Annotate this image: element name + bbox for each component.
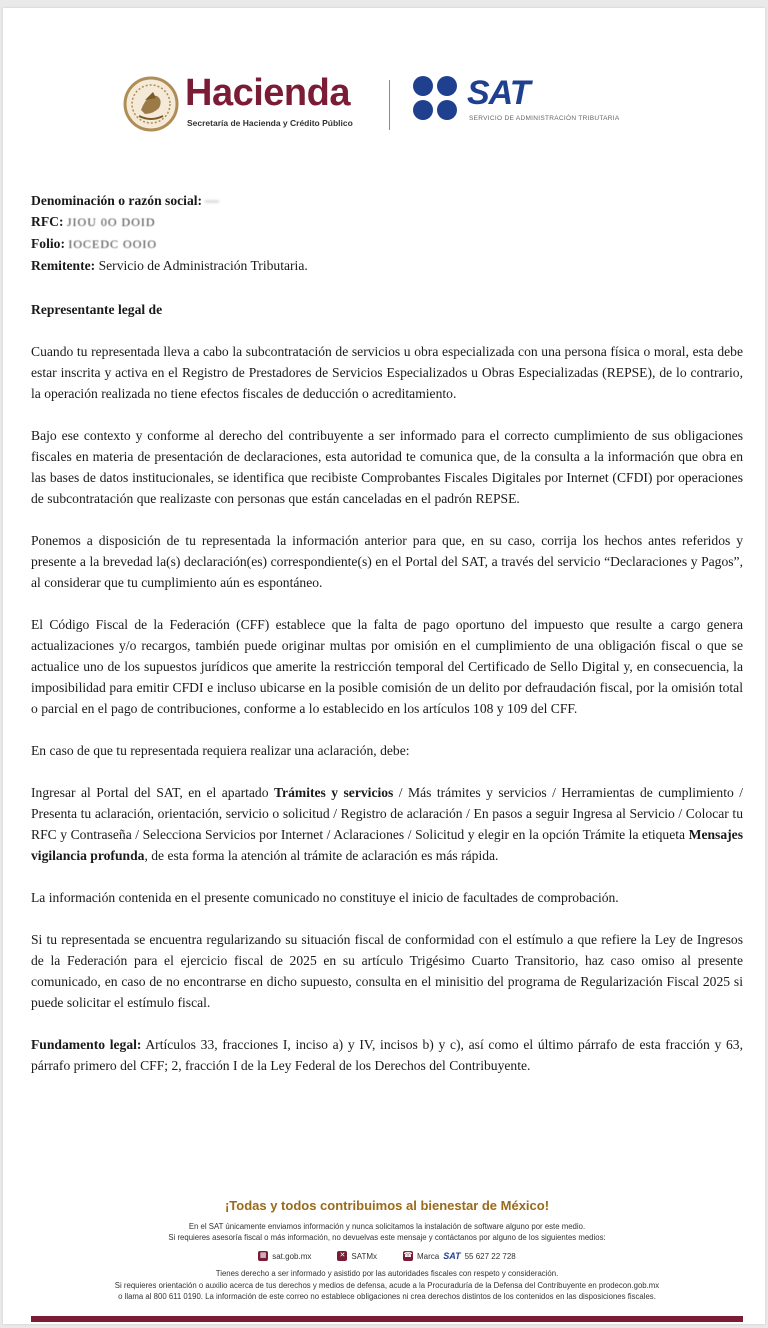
- fundamento-label: Fundamento legal:: [31, 1037, 142, 1052]
- letter-body: [31, 190, 743, 1076]
- paragraph-no-facultades: La información contenida en el presente comunicado no constituye el inicio de facultades de comprobación.: [31, 890, 619, 905]
- paragraph-context: Bajo ese contexto y conforme al derecho del contribuyente a ser informado para el correcto cumplimiento de sus obligaciones fiscales en materia de presentación de declaraciones, esta autoridad te comunica que, de la consulta a la información que obra en las bases de datos institucionales, se identifica que recibiste Comprobantes Fiscales Digitales por Internet (CFDI) por operaciones de subcontratación que realizaste con personas que están canceladas en el padrón REPSE.: [31, 428, 743, 506]
- remitente-value: Servicio de Administración Tributaria.: [98, 258, 308, 273]
- footer-color-bar: [31, 1316, 743, 1322]
- footer-legal-1: Tienes derecho a ser informado y asistido por las autoridades fiscales con respeto y consideración.: [215, 1269, 559, 1278]
- mensajes-vigilancia-emphasis: Mensajes vigilancia profunda: [31, 827, 743, 863]
- section-title: Representante legal de: [31, 302, 163, 317]
- paragraph-repse: Cuando tu representada lleva a cabo la subcontratación de servicios u obra especializada con una persona física o moral, esta debe estar inscrita y activa en el Registro de Prestadores de Servicios Especializados u Obras Especializadas (REPSE), de lo contrario, la operación realizada no tiene efectos fiscales de deducción o acreditamiento.: [31, 344, 743, 401]
- folio-value: IOCEDC OOIO: [68, 237, 158, 251]
- contact-phone-prefix: Marca: [417, 1251, 440, 1261]
- paragraph-aclaracion-intro: En caso de que tu representada requiera realizar una aclaración, debe:: [31, 743, 410, 758]
- steps-text-1: Ingresar al Portal del SAT, en el apartado: [31, 785, 274, 800]
- contact-phone-number: 55 627 22 728: [464, 1251, 516, 1261]
- letter-page: [3, 8, 765, 1324]
- sat-title: SAT: [467, 74, 530, 112]
- phone-icon: ☎: [403, 1252, 413, 1259]
- x-icon: ✕: [337, 1251, 347, 1261]
- paragraph-fundamento: [31, 1034, 743, 1076]
- steps-text-2: / Más trámites y servicios / Herramientas de cumplimiento / Presenta tu aclaración, orientación, servicio o solicitud / Registro de aclaración / En pasos a seguir Ingresa al Servicio / Colocar tu RFC y Contraseña / Selecciona Servicios por Internet / Aclaraciones / Solicitud y elegir en la opción Trámite la etiqueta: [31, 785, 743, 842]
- rfc-line: [31, 211, 743, 233]
- hacienda-subtitle: Secretaría de Hacienda y Crédito Público: [187, 118, 353, 128]
- header-divider: [389, 80, 390, 130]
- denominacion-line: [31, 190, 743, 211]
- rfc-label: RFC:: [31, 214, 64, 229]
- footer-legal-2: Si requieres orientación o auxilio acerca de tus derechos y medios de defensa, acude a la Procuraduría de la Defensa del Contribuyente en prodecon.gob.mx: [114, 1280, 660, 1290]
- paragraph-disposicion: Ponemos a disposición de tu representada la información anterior para que, en su caso, corrija los hechos antes referidos y presente a la brevedad la(s) declaración(es) correspondiente(s) en el Portal del SAT, a través del servicio “Declaraciones y Pagos”, al considerar que tu cumplimiento aún es espontáneo.: [31, 533, 743, 590]
- remitente-label: Remitente:: [31, 258, 96, 273]
- contact-x[interactable]: [337, 1251, 377, 1261]
- folio-label: Folio:: [31, 236, 65, 251]
- tramites-servicios-emphasis: Trámites y servicios: [273, 785, 394, 800]
- paragraph-aclaracion-steps: [31, 782, 743, 866]
- contact-phone-brand: SAT: [443, 1251, 461, 1261]
- paragraph-regularizacion: Si tu representada se encuentra regularizando su situación fiscal de conformidad con el estímulo a que refiere la Ley de Ingresos de la Federación para el ejercicio fiscal de 2025 en su artículo Trigésimo Cuarto Transitorio, haz caso omiso al presente comunicado, en caso de no encontrarse en dicho supuesto, consulta en el minisitio del programa de Regularización Fiscal 2025 si puede solicitar el estímulo fiscal.: [31, 932, 743, 1010]
- letter-footer: [31, 1186, 743, 1322]
- folio-line: [31, 233, 743, 255]
- paragraph-cff: El Código Fiscal de la Federación (CFF) establece que la falta de pago oportuno del impuesto que resulte a cargo genera actualizaciones y/o recargos, también puede originar multas por omisión en el cumplimiento de una obligación fiscal o que se actualice uno de los supuestos jurídicos que amerite la restricción temporal del Certificado de Sello Digital y, en consecuencia, la imposibilidad para emitir CFDI e incluso ubicarse en la posible comisión de un delito por defraudación fiscal, por la omisión total o parcial en el pago de contribuciones, conforme a lo establecido en los artículos 108 y 109 del CFF.: [31, 617, 743, 716]
- remitente-line: [31, 255, 743, 276]
- contact-web[interactable]: [258, 1251, 311, 1261]
- footer-note-1: En el SAT únicamente enviamos información y nunca solicitamos la instalación de software alguno por este medio.: [188, 1222, 586, 1231]
- letterhead: [123, 70, 683, 140]
- contact-web-label: sat.gob.mx: [272, 1251, 312, 1261]
- globe-icon: ▦: [259, 1252, 267, 1259]
- contact-phone[interactable]: [403, 1251, 516, 1261]
- redacted-name: [205, 200, 219, 203]
- footer-slogan: ¡Todas y todos contribuimos al bienestar de México!: [224, 1198, 550, 1213]
- sat-dots-logo: [411, 74, 461, 124]
- mexico-seal-logo: [123, 76, 179, 132]
- footer-contacts: [31, 1251, 743, 1261]
- footer-note-2: Si requieres asesoría fiscal o más información, no devuelvas este mensaje y contáctanos por alguno de los siguientes medios:: [168, 1233, 606, 1242]
- fundamento-text: Artículos 33, fracciones I, inciso a) y IV, incisos b) y c), así como el último párrafo de esta fracción y 63, párrafo primero del CFF; 2, fracción I de la Ley Federal de los Derechos del Contribuyente.: [31, 1037, 743, 1073]
- contact-x-label: SATMx: [351, 1251, 378, 1261]
- denominacion-label: Denominación o razón social:: [31, 193, 203, 208]
- hacienda-title: Hacienda: [185, 72, 350, 114]
- footer-legal-3: o llama al 800 611 0190. La información de este correo no establece obligaciones ni crea derechos distintos de los contenidos en las disposiciones fiscales.: [118, 1291, 656, 1301]
- steps-text-3: , de esta forma la atención al trámite de aclaración es más rápida.: [144, 848, 499, 863]
- sat-subtitle: SERVICIO DE ADMINISTRACIÓN TRIBUTARIA: [469, 115, 620, 122]
- rfc-value: JIOU 0O DOID: [66, 215, 156, 229]
